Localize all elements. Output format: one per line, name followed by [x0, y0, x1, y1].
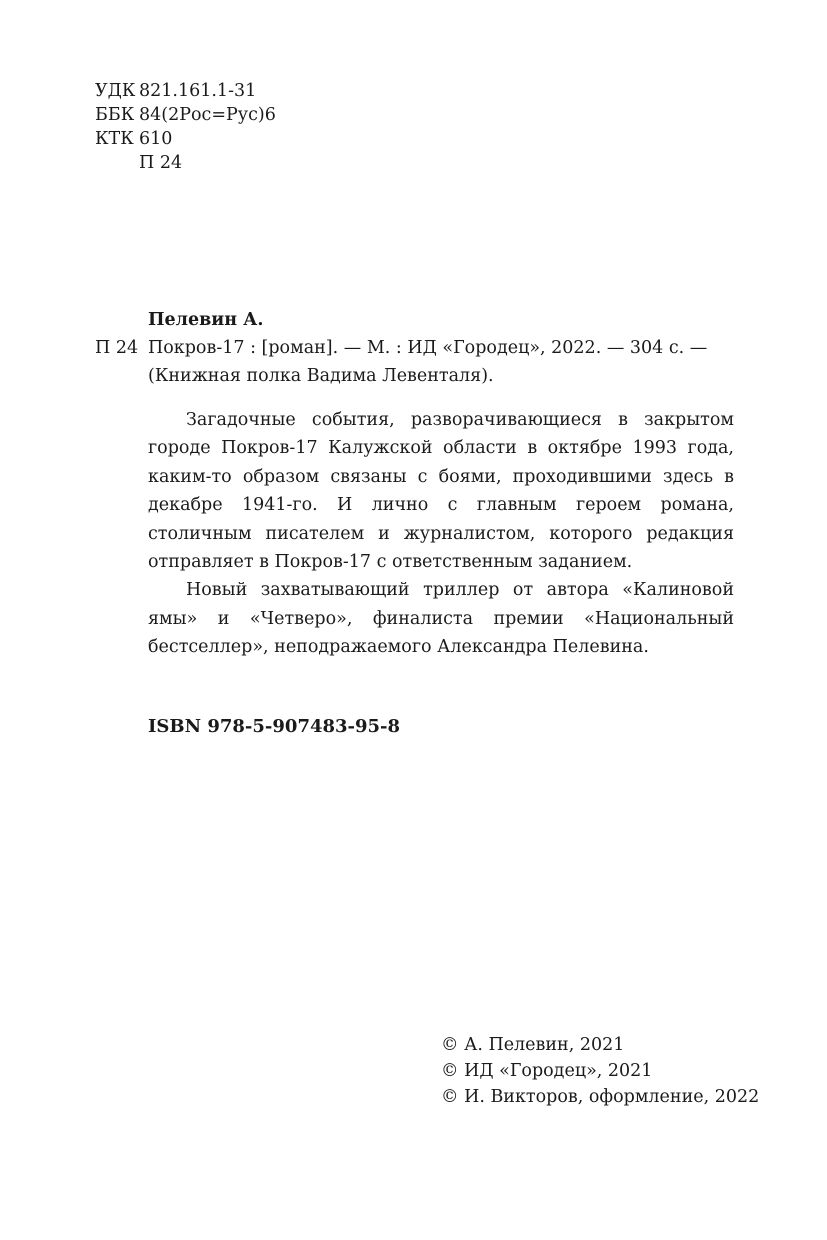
udc-value: 821.161.1-31: [139, 81, 257, 101]
annotation: [148, 406, 734, 662]
bbk-row: [95, 103, 276, 127]
isbn: ISBN 978-5-907483-95-8: [148, 716, 401, 737]
copyright-line: © И. Викторов, оформление, 2022: [441, 1087, 760, 1107]
ktk-row: [95, 127, 276, 151]
udc-row: [95, 79, 276, 103]
bbk-label: ББК: [95, 105, 135, 125]
ktk-value: 610: [139, 129, 173, 149]
entry-author: Пелевин А.: [148, 310, 264, 330]
classification-block: [95, 79, 276, 175]
udc-label: УДК: [95, 81, 136, 101]
author-mark: П 24: [139, 153, 183, 173]
copyright-line: © А. Пелевин, 2021: [441, 1035, 625, 1055]
copyright-block: [441, 1032, 759, 1110]
bbk-value: 84(2Рос=Рус)6: [139, 105, 276, 125]
entry-title: Покров-17 : [роман]. — М. : ИД «Городец», 2022. — 304 с. —: [148, 338, 708, 358]
entry-series: (Книжная полка Вадима Левенталя).: [148, 366, 494, 386]
annotation-paragraph: Загадочные события, разворачивающиеся в закрытом городе Покров-17 Калужской области в октябре 1993 года, каким-то образом связаны с боями, проходившими здесь в декабре 1941-го. И лично с главным героем романа, столичным писателем и журналистом, которого редакция отправляет в Покров-17 с ответственным заданием.: [148, 410, 734, 573]
copyright-line: © ИД «Городец», 2021: [441, 1061, 653, 1081]
entry-title-line: [95, 334, 735, 362]
bibliographic-entry: [95, 306, 735, 390]
entry-author-mark: П 24: [95, 338, 139, 358]
annotation-paragraph: Новый захватывающий триллер от автора «Калиновой ямы» и «Четверо», финалиста премии «Национальный бестселлер», неподражаемого Александра Пелевина.: [148, 580, 734, 658]
ktk-label: КТК: [95, 129, 134, 149]
